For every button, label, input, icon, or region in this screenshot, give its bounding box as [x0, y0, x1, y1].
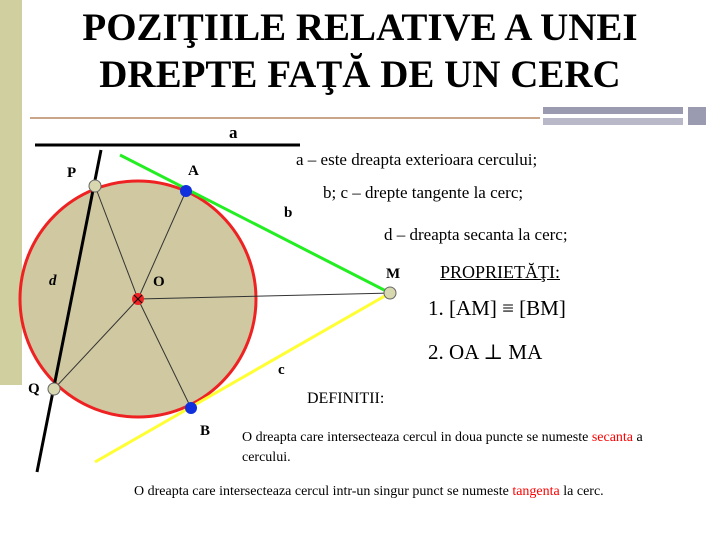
- properties-heading: PROPRIETĂŢI:: [440, 262, 561, 282]
- definition-tangent: [134, 482, 604, 502]
- point-B: [185, 402, 197, 414]
- label-P: P: [67, 165, 77, 181]
- point-Q: [48, 383, 60, 395]
- definition-secant-keyword: secanta: [591, 430, 634, 445]
- desc-line-bc: b; c – drepte tangente la cerc;: [323, 183, 524, 202]
- point-M: [384, 287, 396, 299]
- definition-secant-text-2: a cercului.: [242, 430, 643, 465]
- point-A: [180, 185, 192, 197]
- label-c: c: [278, 362, 285, 378]
- definition-tangent-text-2: la cerc.: [559, 484, 604, 499]
- label-A: A: [188, 163, 199, 179]
- label-d: d: [49, 273, 57, 289]
- label-Q: Q: [28, 381, 40, 397]
- property-1: 1. [AM] ≡ [BM]: [428, 296, 566, 320]
- property-2: 2. OA ⊥ MA: [428, 340, 543, 364]
- title-line-1: POZIŢIILE RELATIVE A UNEI: [82, 6, 638, 49]
- label-B: B: [200, 423, 211, 439]
- definition-tangent-keyword: tangenta: [512, 484, 560, 499]
- definition-secant: [242, 428, 672, 468]
- desc-line-d: d – dreapta secanta la cerc;: [384, 225, 568, 244]
- definitions-heading: DEFINITII:: [307, 390, 385, 407]
- label-M: M: [386, 266, 401, 282]
- title-line-2: DREPTE FAŢĂ DE UN CERC: [99, 53, 621, 96]
- label-O: O: [153, 274, 165, 290]
- definition-secant-text-1: O dreapta care intersecteaza cercul in doua puncte se numeste: [242, 430, 592, 445]
- definition-tangent-text-1: O dreapta care intersecteaza cercul intr-un singur punct se numeste: [134, 484, 513, 499]
- label-b: b: [284, 205, 293, 221]
- point-P: [89, 180, 101, 192]
- label-line-a: a: [229, 123, 238, 142]
- desc-line-a: a – este dreapta exterioara cercului;: [296, 150, 538, 169]
